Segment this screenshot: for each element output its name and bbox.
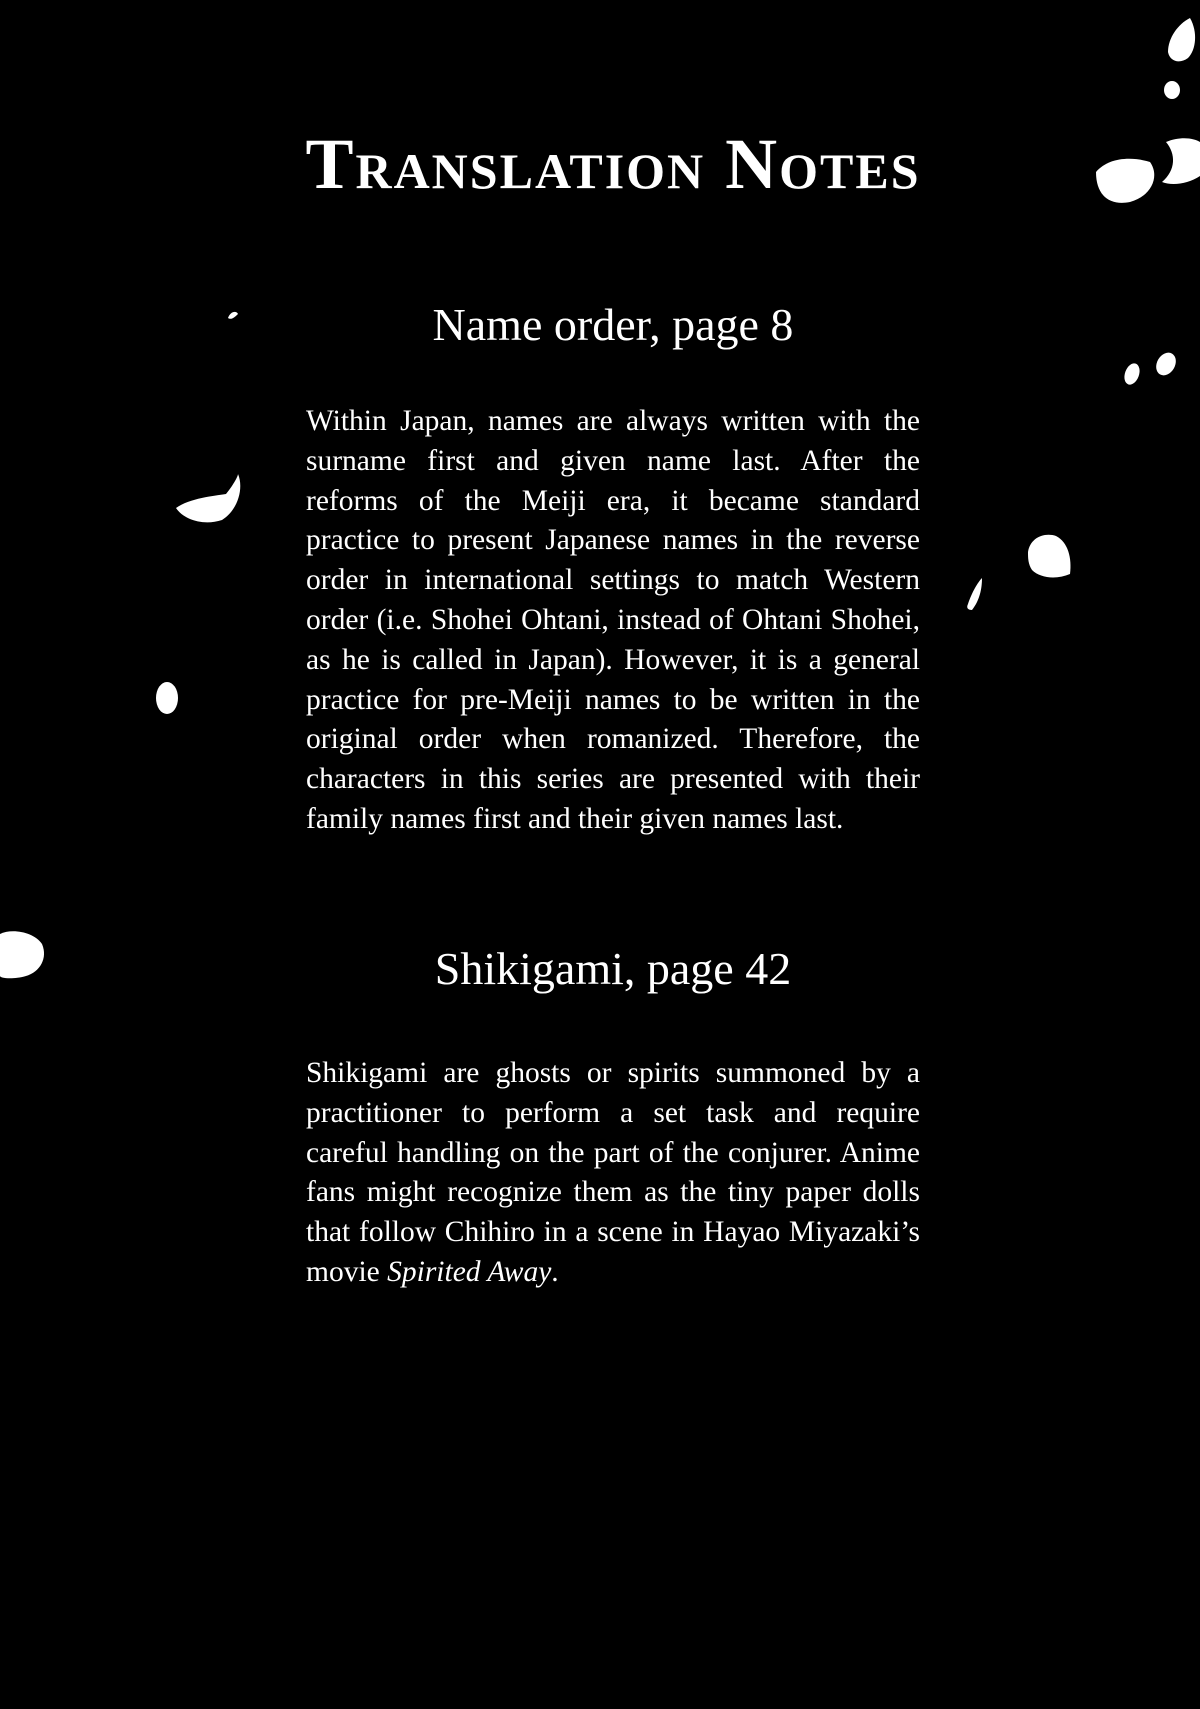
section-heading-name-order: Name order, page 8 [432, 299, 794, 350]
body-text-start: Shikigami are ghosts or spirits summoned by a practitioner to perform a set task and require careful handling on the part of the conjurer. Anime fans might recognize them as the tiny paper dolls that follow Chihiro in a scene in Hayao Miyazaki’s movie [306, 1057, 920, 1288]
body-text-end: . [551, 1255, 559, 1288]
petal-icon [1028, 535, 1070, 578]
petal-icon [176, 474, 240, 522]
section-body-shikigami [306, 1054, 920, 1293]
petal-icon [1168, 18, 1195, 61]
petal-icon [156, 682, 178, 714]
section-heading-shikigami: Shikigami, page 42 [434, 943, 792, 994]
petal-icon [1152, 349, 1180, 379]
movie-title: Spirited Away [387, 1255, 552, 1288]
petal-icon [1164, 81, 1180, 99]
section-body-name-order: Within Japan, names are always written with the surname first and given name last. After the reforms of the Meiji era, it became standard practice to present Japanese names in the reverse order in international settings to match Western order (i.e. Shohei Ohtani, instead of Ohtani Shohei, as he is called in Japan). However, it is a general practice for pre-Meiji names to be written in the original order when romanized. Therefore, the characters in this series are presented with their family names first and their given names last. [306, 405, 920, 835]
page-title: Translation Notes [305, 124, 921, 204]
petal-icon [1122, 361, 1143, 386]
petal-icon [967, 578, 982, 610]
